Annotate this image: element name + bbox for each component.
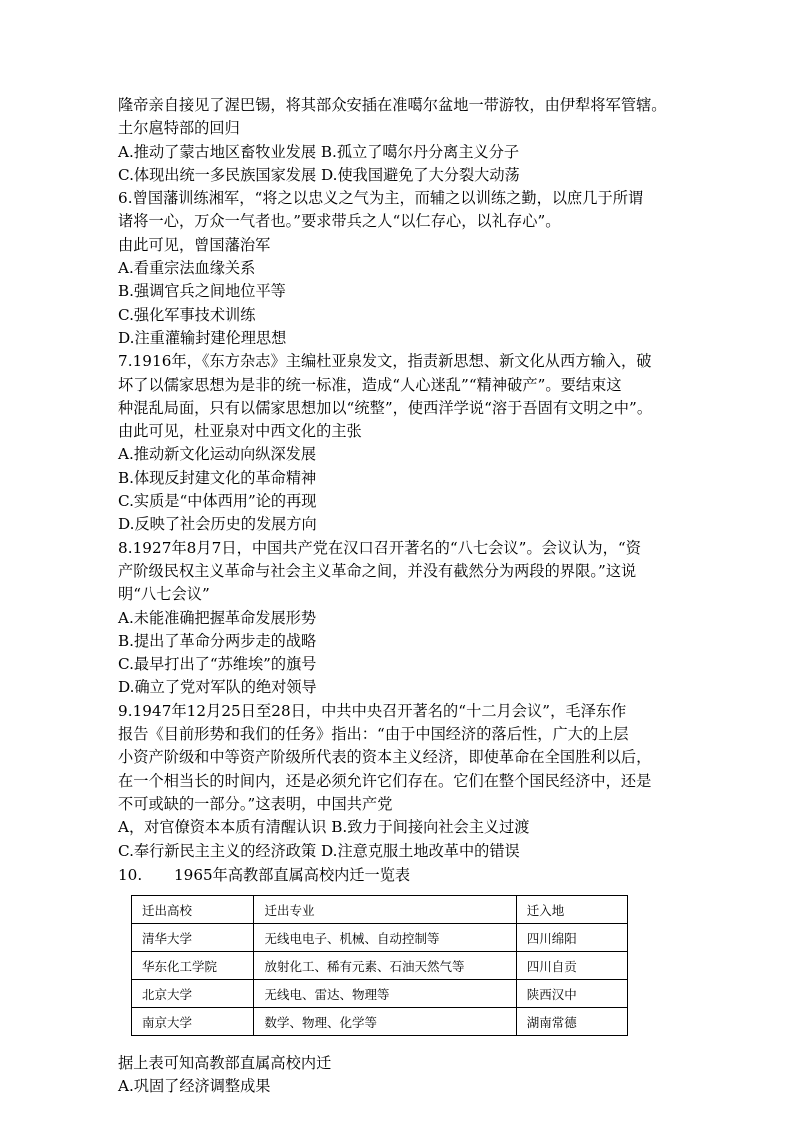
- question-7-stem: 7.1916年，《东方杂志》主编杜亚泉发文，指责新思想、新文化从西方输入，破: [118, 352, 652, 371]
- question-8-stem: 8.1927年8月7日，中国共产党在汉口召开著名的“八七会议”。会议认为，“资: [118, 538, 641, 557]
- question-6-stem: 6.曾国藩训练湘军，“将之以忠义之气为主，而辅之以训练之勤，以庶几于所谓: [118, 189, 644, 208]
- table-cell: 清华大学: [132, 924, 254, 952]
- text-line: 由此可见，曾国藩治军: [118, 235, 271, 254]
- text-line: 坏了以儒家思想为是非的统一标准，造成“人心迷乱”“精神破产”。要结束这: [118, 375, 622, 394]
- text-line: 土尔扈特部的回归: [118, 119, 240, 138]
- option-line: D.反映了社会历史的发展方向: [118, 515, 317, 534]
- option-line: D.注重灌输封建伦理思想: [118, 328, 287, 347]
- exam-page: [118, 94, 708, 1099]
- table-cell: 无线电、雷达、物理等: [254, 980, 516, 1008]
- option-line: A.巩固了经济调整成果: [118, 1077, 271, 1096]
- question-number: 10.: [118, 865, 143, 884]
- text-line: 隆帝亲自接见了渥巴锡，将其部众安插在准噶尔盆地一带游牧，由伊犁将军管辖。: [118, 96, 667, 114]
- table-cell: 无线电电子、机械、自动控制等: [254, 924, 516, 952]
- table-title: 1965年高教部直属高校内迁一览表: [174, 865, 411, 884]
- option-line: C.实质是“中体西用”论的再现: [118, 492, 317, 511]
- header-cell: 迁入地: [516, 896, 627, 924]
- option-line: D.确立了党对军队的绝对领导: [118, 678, 317, 697]
- table-row: [132, 952, 628, 980]
- table-cell: 陕西汉中: [516, 980, 627, 1008]
- text-line: 在一个相当长的时间内，还是必须允许它们存在。它们在整个国民经济中，还是: [118, 771, 652, 790]
- text-line: 产阶级民权主义革命与社会主义革命之间，并没有截然分为两段的界限。”这说: [118, 561, 637, 580]
- option-line: A.推动新文化运动向纵深发展: [118, 445, 317, 464]
- option-line: C.强化军事技术训练: [118, 305, 256, 324]
- question-10-title: [118, 864, 708, 887]
- table-row: [132, 924, 628, 952]
- table-header-row: [132, 896, 628, 924]
- table-row: [132, 1008, 628, 1036]
- table-cell: 数学、物理、化学等: [254, 1008, 516, 1036]
- option-line: A.看重宗法血缘关系: [118, 259, 256, 278]
- option-line: B.提出了革命分两步走的战略: [118, 631, 317, 650]
- question-9-stem: 9.1947年12月25日至28日，中共中央召开著名的“十二月会议”，毛泽东作: [118, 701, 627, 720]
- option-line: A.未能准确把握革命发展形势: [118, 608, 317, 627]
- option-line: C.奉行新民主主义的经济政策 D.注意克服土地改革中的错误: [118, 841, 520, 860]
- text-line: 不可或缺的一部分。”这表明，中国共产党: [118, 794, 393, 813]
- header-cell: 迁出专业: [254, 896, 516, 924]
- table-row: [132, 980, 628, 1008]
- option-line: B.体现反封建文化的革命精神: [118, 468, 317, 487]
- option-line: C.体现出统一多民族国家发展 D.使我国避免了大分裂大动荡: [118, 165, 520, 184]
- text-line: 由此可见，杜亚泉对中西文化的主张: [118, 422, 362, 441]
- text-line: 明“八七会议”: [118, 585, 210, 604]
- text-lines: [118, 94, 708, 863]
- relocation-table: [131, 895, 628, 1036]
- table-cell: 四川绵阳: [516, 924, 627, 952]
- table-cell: 放射化工、稀有元素、石油天然气等: [254, 952, 516, 980]
- table-cell: 南京大学: [132, 1008, 254, 1036]
- question-10-stem: 据上表可知高教部直属高校内迁: [118, 1054, 332, 1073]
- table-cell: 四川自贡: [516, 952, 627, 980]
- option-line: A，对官僚资本本质有清醒认识 B.致力于间接向社会主义过渡: [118, 818, 530, 837]
- option-line: A.推动了蒙古地区畜牧业发展 B.孤立了噶尔丹分离主义分子: [118, 142, 520, 161]
- option-line: B.强调官兵之间地位平等: [118, 282, 286, 301]
- option-line: C.最早打出了“苏维埃”的旗号: [118, 655, 317, 674]
- header-cell: 迁出高校: [132, 896, 254, 924]
- table-cell: 北京大学: [132, 980, 254, 1008]
- text-line: 小资产阶级和中等资产阶级所代表的资本主义经济，即使革命在全国胜利以后，: [118, 748, 652, 767]
- text-line: 报告《目前形势和我们的任务》指出：“由于中国经济的落后性，广大的上层: [118, 725, 629, 744]
- table-cell: 湖南常德: [516, 1008, 627, 1036]
- text-line: 诸将一心，万众一气者也。”要求带兵之人“以仁存心，以礼存心”。: [118, 212, 561, 231]
- text-line: 种混乱局面，只有以儒家思想加以“统整”，使西洋学说“溶于吾固有文明之中”。: [118, 398, 653, 417]
- table-cell: 华东化工学院: [132, 952, 254, 980]
